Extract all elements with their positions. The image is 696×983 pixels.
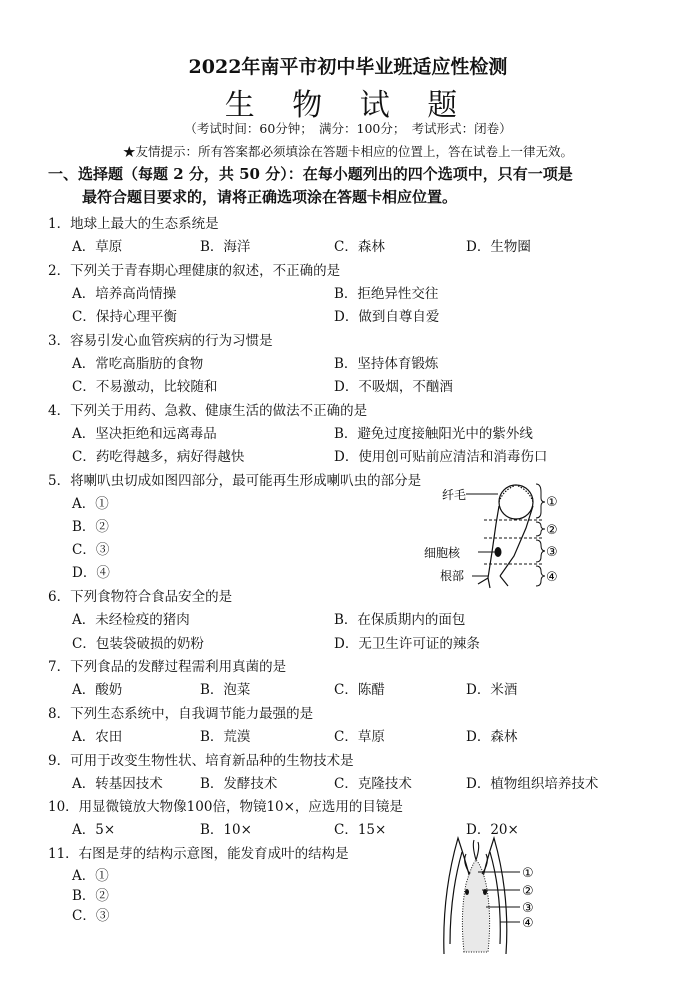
q5-option-b: B．② — [72, 519, 109, 535]
q3-option-a: A．常吃高脂肪的食物 — [72, 356, 204, 372]
nucleus-mark — [495, 547, 502, 557]
q10-option-d: D．20× — [466, 822, 519, 838]
question-4-stem: 4．下列关于用药、急救、健康生活的做法不正确的是 — [48, 403, 368, 419]
bud-diagram — [436, 834, 552, 956]
q11-option-a: A．① — [72, 868, 109, 884]
q11-option-b: B．② — [72, 888, 109, 904]
q4-option-d: D．使用创可贴前应清洁和消毒伤口 — [334, 449, 548, 465]
section-heading: 一、选择题（每题 2 分，共 50 分）：在每小题列出的四个选项中，只有一项是 — [48, 165, 573, 183]
q6-option-a: A．未经检疫的猪肉 — [72, 612, 190, 628]
q11-option-c: C．③ — [72, 908, 110, 924]
subject-title: 生 物 试 题 — [224, 88, 472, 123]
q8-option-a: A．农田 — [72, 729, 123, 745]
q4-option-b: B．避免过度接触阳光中的紫外线 — [334, 426, 533, 442]
q7-option-b: B．泡菜 — [200, 682, 251, 698]
part-1-label: ① — [546, 495, 558, 510]
q3-option-b: B．坚持体育锻炼 — [334, 356, 439, 372]
q10-option-a: A．5× — [72, 822, 116, 838]
q5-option-c: C．③ — [72, 542, 110, 558]
q8-option-d: D．森林 — [466, 729, 518, 745]
exam-title: 2022年南平市初中毕业班适应性检测 — [188, 56, 508, 78]
friendly-tips: ★友情提示：所有答案都必须填涂在答题卡相应的位置上，答在试卷上一律无效。 — [122, 144, 573, 159]
bud-part-1-label: ① — [522, 866, 534, 881]
q1-option-a: A．草原 — [72, 239, 123, 255]
question-8-stem: 8．下列生态系统中，自我调节能力最强的是 — [48, 706, 314, 722]
part-3-label: ③ — [546, 545, 558, 560]
q7-option-d: D．米酒 — [466, 682, 518, 698]
bud-part-2-label: ② — [522, 884, 534, 899]
section-instructions: 最符合题目要求的，请将正确选项涂在答题卡相应位置。 — [82, 188, 458, 206]
q7-option-a: A．酸奶 — [72, 682, 123, 698]
question-1-stem: 1．地球上最大的生态系统是 — [48, 216, 219, 232]
q10-option-b: B．10× — [200, 822, 252, 838]
q6-option-b: B．在保质期内的面包 — [334, 612, 466, 628]
q8-option-c: C．草原 — [334, 729, 385, 745]
bud-part-4-label: ④ — [522, 916, 534, 931]
q9-option-c: C．克隆技术 — [334, 776, 412, 792]
q4-option-a: A．坚决拒绝和远离毒品 — [72, 426, 217, 442]
q10-option-c: C．15× — [334, 822, 387, 838]
part-2-label: ② — [546, 523, 558, 538]
question-11-stem: 11．右图是芽的结构示意图，能发育成叶的结构是 — [48, 846, 349, 862]
exam-info: （考试时间：60分钟； 满分：100分； 考试形式：闭卷） — [184, 121, 512, 136]
q1-option-b: B．海洋 — [200, 239, 251, 255]
q8-option-b: B．荒漠 — [200, 729, 251, 745]
part-4-label: ④ — [546, 570, 558, 585]
q9-option-b: B．发酵技术 — [200, 776, 278, 792]
q2-option-c: C．保持心理平衡 — [72, 309, 177, 325]
q6-option-c: C．包装袋破损的奶粉 — [72, 636, 204, 652]
q5-option-a: A．① — [72, 496, 109, 512]
q6-option-d: D．无卫生许可证的辣条 — [334, 636, 480, 652]
question-2-stem: 2．下列关于青春期心理健康的叙述，不正确的是 — [48, 263, 341, 279]
question-3-stem: 3．容易引发心血管疾病的行为习惯是 — [48, 333, 273, 349]
growth-cone — [462, 860, 489, 952]
q7-option-c: C．陈醋 — [334, 682, 385, 698]
label-root: 根部 — [440, 569, 465, 583]
q9-option-a: A．转基因技术 — [72, 776, 163, 792]
label-cilia: 纤毛 — [442, 488, 467, 502]
question-5-stem: 5．将喇叭虫切成如图四部分，最可能再生形成喇叭虫的部分是 — [48, 473, 422, 489]
q1-option-d: D．生物圈 — [466, 239, 531, 255]
part-braces — [536, 484, 545, 586]
q2-option-d: D．做到自尊自爱 — [334, 309, 440, 325]
stentor-diagram — [418, 478, 568, 590]
label-nucleus: 细胞核 — [424, 546, 461, 560]
q2-option-b: B．拒绝异性交往 — [334, 286, 439, 302]
stentor-body — [478, 485, 533, 588]
q1-option-c: C．森林 — [334, 239, 385, 255]
question-10-stem: 10．用显微镜放大物像100倍，物镜10×，应选用的目镜是 — [48, 799, 403, 815]
q4-option-c: C．药吃得越多，病好得越快 — [72, 449, 245, 465]
q3-option-d: D．不吸烟，不酗酒 — [334, 379, 453, 395]
question-7-stem: 7．下列食品的发酵过程需利用真菌的是 — [48, 659, 287, 675]
q2-option-a: A．培养高尚情操 — [72, 286, 177, 302]
bud-part-3-label: ③ — [522, 901, 534, 916]
question-6-stem: 6．下列食物符合食品安全的是 — [48, 589, 233, 605]
q5-option-d: D．④ — [72, 565, 110, 581]
q3-option-c: C．不易激动，比较随和 — [72, 379, 218, 395]
question-9-stem: 9．可用于改变生物性状、培育新品种的生物技术是 — [48, 753, 354, 769]
q9-option-d: D．植物组织培养技术 — [466, 776, 599, 792]
